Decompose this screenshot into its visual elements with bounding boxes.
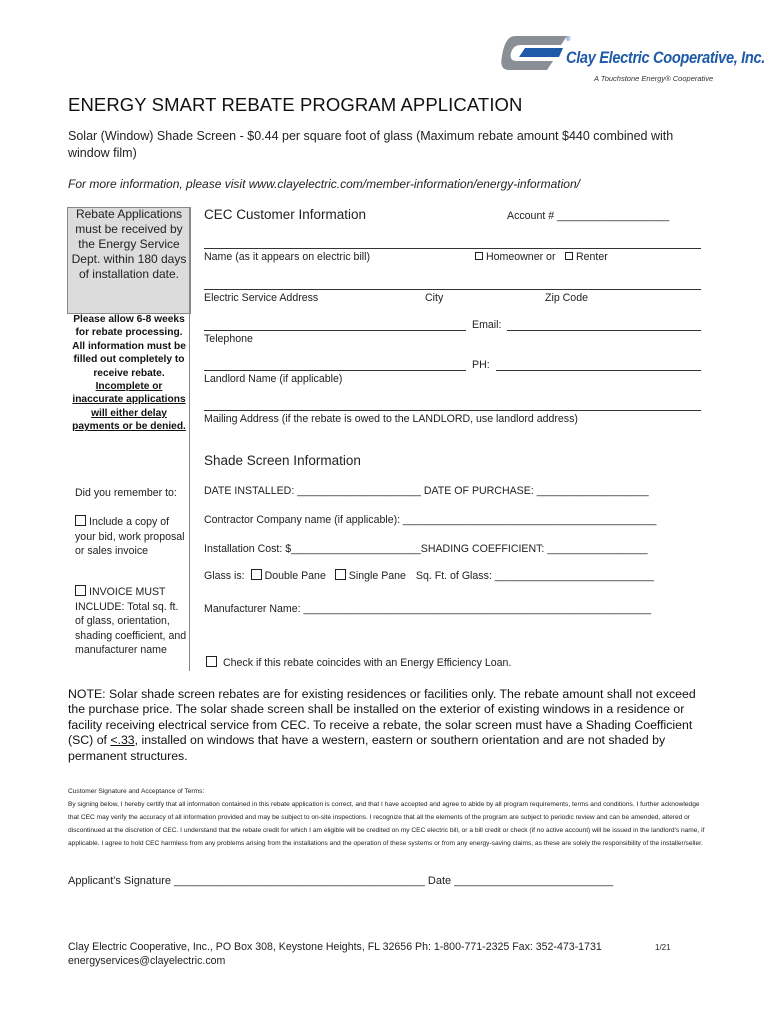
landlord-input-line[interactable] xyxy=(204,370,466,371)
contractor-field[interactable]: Contractor Company name (if applicable): ___________________________________________ xyxy=(204,514,657,526)
reminder-heading: Did you remember to: xyxy=(75,487,177,499)
bid-copy-checkbox[interactable] xyxy=(75,515,86,526)
shade-info-heading: Shade Screen Information xyxy=(204,453,361,468)
renter-label: Renter xyxy=(576,251,608,263)
page-number: 1/21 xyxy=(655,943,671,952)
terms-section xyxy=(68,785,708,850)
loan-checkbox[interactable] xyxy=(206,656,217,667)
deadline-notice: Rebate Applications must be received by the Energy Service Dept. within 180 days of installation date. xyxy=(71,207,187,281)
note-text-end: , installed on windows that have a western, eastern or southern orientation and are not shaded by permanent structures. xyxy=(68,733,666,763)
name-input-line[interactable] xyxy=(204,248,701,249)
processing-warning-text: Please allow 6-8 weeks for rebate processing. All information must be filled out completely to receive rebate. xyxy=(72,314,186,379)
cost-coefficient-fields[interactable]: Installation Cost: $______________________SHADING COEFFICIENT: _________________ xyxy=(204,543,648,555)
footer-address: Clay Electric Cooperative, Inc., PO Box 308, Keystone Heights, FL 32656 Ph: 1-800-771-2325 Fax: 352-473-1731 xyxy=(68,941,602,953)
footer-contact xyxy=(68,941,602,968)
manufacturer-field[interactable]: Manufacturer Name: ___________________________________________________________ xyxy=(204,603,652,615)
zip-label: Zip Code xyxy=(545,292,588,304)
terms-body: By signing below, I hereby certify that all information contained in this rebate application is correct, and that I have accepted and agree to abide by all program requirements, terms and conditions. I further acknowledge that CEC may verify the accuracy of all information provided and may be subject to on-site inspections. I recognize that all the elements of the program are subject to periodic review and can be amended, altered or discontinued at the discretion of CEC. I understand that the rebate credit for which I am eligible will be credited on my CEC electric bill, or a bill credit or check (if no active account) will be issued in the landlord's name, if applicable. I agree to hold CEC harmless from any problems arising from the installations and the operation of these systems or from any energy-saving claims, as these are solely the responsibility of the installer/seller. xyxy=(68,801,705,847)
processing-warning xyxy=(70,313,188,434)
email-label: Email: xyxy=(472,319,502,331)
bid-copy-label: Include a copy of your bid, work proposal or sales invoice xyxy=(75,516,185,558)
rebate-subtitle: Solar (Window) Shade Screen - $0.44 per square foot of glass (Maximum rebate amount $440 combined with window film) xyxy=(68,129,674,160)
homeowner-label: Homeowner or xyxy=(486,251,556,263)
signature-line[interactable]: Applicant's Signature _________________________________________ Date __________________________ xyxy=(68,875,614,887)
renter-checkbox[interactable] xyxy=(565,252,573,260)
service-address-label: Electric Service Address xyxy=(204,292,319,304)
customer-info-heading: CEC Customer Information xyxy=(204,207,367,222)
sqft-field[interactable]: Sq. Ft. of Glass: ___________________________ xyxy=(415,570,654,582)
telephone-input-line[interactable] xyxy=(204,330,466,331)
note-text: NOTE: Solar shade screen rebates are for existing residences or facilities only. The rebate amount shall not exceed the purchase price. The solar shade screen shall be installed on the exterior of existing windows in a residence or facility receiving electrical service from CEC. To receive a rebate, the solar screen must have a Shading Coefficient (SC) of xyxy=(68,687,696,748)
company-name: Clay Electric Cooperative, Inc. xyxy=(566,48,765,67)
double-pane-label: Double Pane xyxy=(264,570,326,582)
homeowner-option[interactable] xyxy=(475,251,555,263)
telephone-label: Telephone xyxy=(204,333,253,345)
account-number-field[interactable]: Account # ___________________ xyxy=(507,210,669,222)
note-paragraph xyxy=(68,687,708,764)
date-fields[interactable]: DATE INSTALLED: _____________________ DATE OF PURCHASE: ___________________ xyxy=(204,485,649,497)
shading-coefficient-value: <.33 xyxy=(110,733,135,748)
address-input-line[interactable] xyxy=(204,289,701,290)
single-pane-checkbox[interactable] xyxy=(335,569,346,580)
column-divider xyxy=(189,207,190,671)
clay-electric-logo-icon xyxy=(501,36,567,70)
invoice-reminder xyxy=(75,585,187,658)
bid-copy-reminder xyxy=(75,515,187,559)
registered-mark: ® xyxy=(566,37,571,43)
renter-option[interactable] xyxy=(565,251,608,263)
homeowner-checkbox[interactable] xyxy=(475,252,483,260)
ph-label: PH: xyxy=(472,359,490,371)
single-pane-label: Single Pane xyxy=(348,570,406,582)
loan-label: Check if this rebate coincides with an Energy Efficiency Loan. xyxy=(223,657,512,669)
incomplete-warning-text: Incomplete or inaccurate applications will either delay payments or be denied. xyxy=(72,381,186,433)
company-tagline: A Touchstone Energy® Cooperative xyxy=(594,74,714,83)
mailing-address-label: Mailing Address (if the rebate is owed to the LANDLORD, use landlord address) xyxy=(204,413,578,425)
double-pane-checkbox[interactable] xyxy=(251,569,262,580)
loan-option xyxy=(206,656,511,669)
footer-email: energyservices@clayelectric.com xyxy=(68,954,226,967)
city-label: City xyxy=(425,292,444,304)
invoice-label: INVOICE MUST INCLUDE: Total sq. ft. of glass, orientation, shading coefficient, and manufacturer name xyxy=(75,586,187,657)
landlord-label: Landlord Name (if applicable) xyxy=(204,373,343,385)
ph-input-line[interactable] xyxy=(496,370,701,371)
name-label: Name (as it appears on electric bill) xyxy=(204,251,371,263)
email-input-line[interactable] xyxy=(507,330,701,331)
glass-label: Glass is: xyxy=(204,570,245,582)
terms-heading: Customer Signature and Acceptance of Terms: xyxy=(68,788,205,795)
mailing-input-line[interactable] xyxy=(204,410,701,411)
invoice-checkbox[interactable] xyxy=(75,585,86,596)
glass-type-row xyxy=(204,569,654,582)
page-title: ENERGY SMART REBATE PROGRAM APPLICATION xyxy=(68,94,523,115)
more-info-text: For more information, please visit www.clayelectric.com/member-information/energy-information/ xyxy=(68,177,580,191)
